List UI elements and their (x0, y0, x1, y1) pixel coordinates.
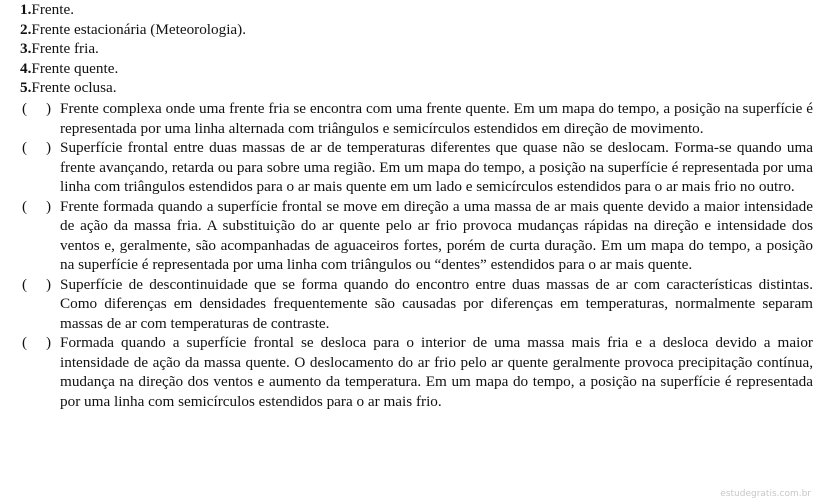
statement-text: Formada quando a superfície frontal se desloca para o interior de uma massa mais fria e a desloca devido a maior intensidade de ação da massa quente. O deslocamento do ar frio pelo ar quente geralmente provoca precipitação contínua, mudança na direção dos ventos e aumento da temperatura. Em um mapa do tempo, a posição na superfície é representada por uma linha com semicírculos estendidos para o ar mais frio. (60, 334, 813, 410)
list-item (20, 0, 817, 20)
numbered-list (0, 0, 817, 98)
list-item (20, 78, 817, 98)
item-label: Frente fria. (31, 40, 99, 57)
statement-item (0, 197, 817, 275)
statement-item (0, 275, 817, 334)
list-item (20, 39, 817, 59)
list-item (20, 59, 817, 79)
statement-item (0, 99, 817, 138)
statement-list (0, 99, 817, 411)
answer-blank: ( ) (22, 100, 52, 117)
item-label: Frente. (31, 1, 74, 18)
item-number: 4. (20, 59, 32, 77)
item-number: 3. (20, 40, 32, 57)
statement-text: Superfície frontal entre duas massas de ar de temperaturas diferentes que quase não se deslocam. Forma-se quando uma frente avançando, retarda ou para sobre uma região. Em um mapa do tempo, a posição na superfície é representada por uma linha com triângulos estendidos para o ar mais quente em um lado e semicírculos estendidos para o ar mais frio no outro. (60, 139, 813, 195)
statement-text: Frente complexa onde uma frente fria se encontra com uma frente quente. Em um mapa do tempo, a posição na superfície é representada por uma linha alternada com triângulos e semicírculos estendidos em direção de movimento. (60, 100, 813, 137)
statement-text: Frente formada quando a superfície frontal se move em direção a uma massa de ar mais quente devido a maior intensidade de ação da massa fria. A substituição do ar quente pelo ar frio provoca mudanças rápidas na direção e intensidade dos ventos e, geralmente, são acompanhadas de aguaceiros fortes, porém de curta duração. Em um mapa do tempo, a posição na superfície é representada por uma linha com triângulos ou “dentes” estendidos para o ar mais quente. (60, 197, 813, 273)
statement-text: Superfície de descontinuidade que se forma quando do encontro entre duas massas de ar com características distintas. Como diferenças em densidades frequentemente são causadas por diferenças em temperaturas, normalmente separam massas de ar com temperaturas de contraste. (60, 275, 813, 332)
statement-item (0, 333, 817, 411)
item-number: 5. (20, 79, 32, 96)
answer-blank: ( ) (22, 334, 52, 351)
answer-blank: ( ) (22, 139, 52, 156)
answer-blank: ( ) (22, 197, 52, 215)
item-label: Frente quente. (31, 59, 119, 77)
answer-blank: ( ) (22, 275, 52, 293)
item-number: 1. (20, 1, 32, 18)
item-label: Frente oclusa. (31, 79, 117, 96)
item-label: Frente estacionária (Meteorologia). (31, 20, 247, 38)
statement-item (0, 138, 817, 197)
list-item (20, 20, 817, 40)
watermark: estudegratis.com.br (720, 489, 811, 499)
item-number: 2. (20, 20, 32, 38)
